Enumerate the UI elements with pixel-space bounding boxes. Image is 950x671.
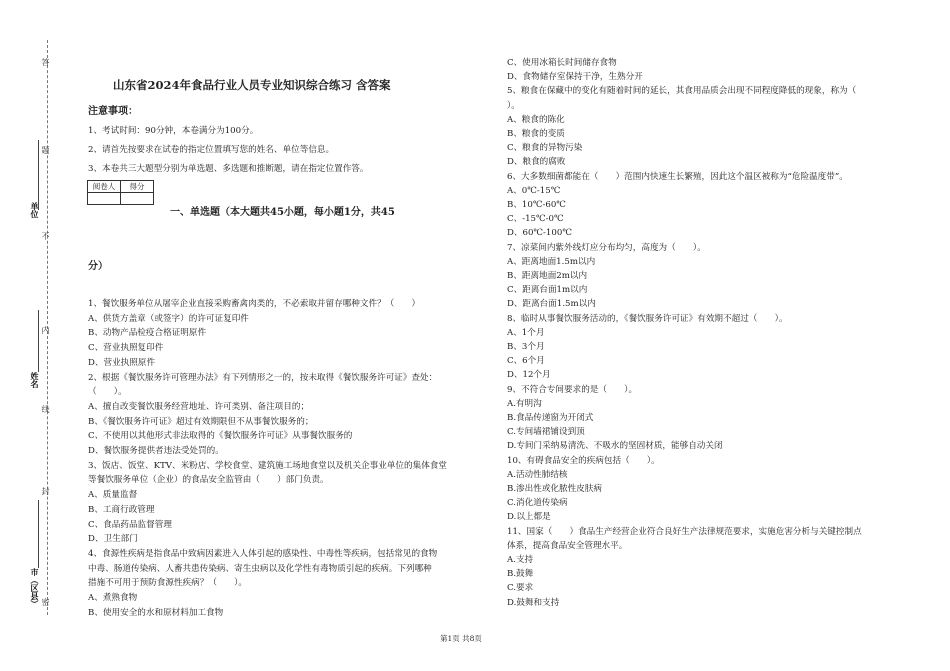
question-line: C、粮食的异物污染 (507, 143, 583, 154)
question-line: B、粮食的变质 (507, 129, 565, 139)
question-line: A、1个月 (507, 327, 545, 338)
question-line: 11、国家（ ）食品生产经营企业符合良好生产法律规范要求，实施危害分析与关键控制点 (507, 526, 862, 537)
question-line: 措施不可用于预防食源性疾病？（ ）。 (88, 578, 247, 589)
question-line: C、食品药品监督管理 (88, 519, 172, 530)
question-line: C.消化道传染病 (507, 498, 568, 509)
question-line: A、距离地面1.5m以内 (507, 256, 596, 267)
question-line: 7、凉菜间内紫外线灯应分布均匀，高度为（ ）。 (507, 242, 706, 253)
unit-label: 单位 (30, 202, 40, 218)
question-line: A.有明沟 (507, 398, 542, 409)
question-line: D、餐饮服务提供者违法受处罚的。 (88, 446, 224, 456)
unit-underline (38, 140, 39, 210)
question-line: D.专间门采纳易清洗、不吸水的坚固材质，能够自动关闭 (507, 441, 723, 452)
question-line: C.要求 (507, 583, 534, 594)
question-line: D.以上都是 (507, 512, 551, 523)
score-box (87, 180, 154, 205)
question-line: D、食物储存室保持干净，生熟分开 (507, 72, 643, 83)
question-line: D.鼓舞和支持 (507, 597, 560, 608)
question-line: B.食品传递窗为开闭式 (507, 413, 594, 423)
page-title: 山东省2024年食品行业人员专业知识综合练习 含答案 (113, 78, 391, 92)
question-line: 10、有碍食品安全的疾病包括（ ）。 (507, 455, 660, 466)
question-line: 4、食源性疾病是指食品中致病因素进入人体引起的感染性、中毒性等疾病，包括常见的食物 (88, 548, 438, 559)
question-line: C、使用冰箱长时间储存食物 (507, 58, 617, 68)
question-line: D、距离台面1.5m以内 (507, 299, 596, 310)
notice-item: 3、本卷共三大题型分别为单选题、多选题和推断题，请在指定位置作答。 (88, 164, 369, 174)
question-line: C、距离台面1m以内 (507, 285, 588, 296)
question-line: 等餐饮服务单位（企业）的食品安全监管由（ ）部门负责。 (88, 475, 329, 486)
question-line: C、-15℃-0℃ (507, 214, 564, 225)
question-line: B、3个月 (507, 342, 545, 352)
question-line: A、0℃-15℃ (507, 185, 561, 196)
question-line: B.鼓舞 (507, 569, 534, 580)
question-line: 9、不符合专间要求的是（ ）。 (507, 384, 638, 395)
question-line: A、供货方盖章（或签字）的许可证复印件 (88, 313, 249, 324)
question-line: 6、大多数细菌都能在（ ）范围内快速生长繁殖，因此这个温区被称为“危险温度带”。 (507, 171, 848, 182)
question-line: B、工商行政管理 (88, 504, 155, 515)
margin-char-ti: 题 (41, 146, 50, 154)
question-line: C、不使用以其他形式非法取得的《餐饮服务许可证》从事餐饮服务的 (88, 431, 353, 442)
question-line: A.活动性肺结核 (507, 469, 568, 480)
margin-char-bu: 不 (41, 232, 50, 240)
margin-char-da: 答 (41, 58, 50, 66)
question-line: D、营业执照原件 (88, 357, 156, 368)
question-line: 1、餐饮服务单位从屠宰企业直接采购畜禽肉类的，不必索取并留存哪种文件？（ ） (88, 299, 421, 309)
margin-char-nei: 内 (41, 326, 50, 334)
question-line: B、距离地面2m以内 (507, 271, 588, 281)
question-line: A、质量监督 (88, 490, 138, 501)
question-line: D、12个月 (507, 370, 551, 381)
question-line: B、使用安全的水和原材料加工食物 (88, 607, 224, 618)
name-label: 姓名 (30, 372, 40, 388)
question-line: A.支持 (507, 555, 534, 565)
question-line: 中毒、肠道传染病、人畜共患传染病、寄生虫病以及化学性有毒物质引起的疾病。下列哪种 (88, 563, 432, 574)
score-input-cell[interactable] (121, 193, 154, 205)
question-line: 2、根据《餐饮服务许可管理办法》有下列情形之一的，按未取得《餐饮服务许可证》查处： (88, 372, 438, 383)
question-line: 8、临时从事餐饮服务活动的，《餐饮服务许可证》有效期不超过（ ）。 (507, 313, 788, 324)
question-line: B、《餐饮服务许可证》超过有效期限但不从事餐饮服务的； (88, 416, 314, 427)
notice-item: 2、请首先按要求在试卷的指定位置填写您的姓名、单位等信息。 (88, 145, 335, 155)
question-line: B、10℃-60℃ (507, 200, 566, 210)
question-line: A、粮食的陈化 (507, 114, 565, 125)
reviewer-cell: 阅卷人 (88, 181, 121, 193)
question-line: B、动物产品检疫合格证明原件 (88, 328, 207, 339)
page-footer: 第1页 共8页 (440, 634, 482, 643)
score-cell: 得分 (121, 181, 154, 193)
question-line: A、煮熟食物 (88, 593, 138, 603)
question-line: D、粮食的腐败 (507, 157, 566, 168)
question-line: C.专间墙裙铺设到顶 (507, 427, 585, 438)
question-line: （ ）。 (88, 387, 127, 398)
question-line: D、卫生部门 (88, 534, 138, 545)
name-underline (38, 310, 39, 372)
notice-title: 注意事项： (88, 106, 138, 117)
question-line: 5、粮食在保藏中的变化有随着时间的延长，其食用品质会出现不同程度降低的现象，称为（ (507, 86, 857, 97)
margin-char-mi: 密 (41, 598, 50, 606)
question-line: C、6个月 (507, 356, 545, 367)
question-line: A、擅自改变餐饮服务经营地址、许可类别、备注项目的； (88, 401, 310, 412)
section-heading: 一、单选题（本大题共45小题，每小题1分，共45 (170, 207, 395, 218)
question-line: B.渗出性或化脓性皮肤病 (507, 484, 602, 494)
question-line: ）。 (507, 100, 520, 111)
district-label: 市（区县） (30, 568, 40, 608)
notice-item: 1、考试时间：90分钟，本卷满分为100分。 (88, 126, 259, 136)
question-line: C、营业执照复印件 (88, 343, 164, 354)
question-line: 体系，提高食品安全管理水平。 (507, 540, 628, 551)
margin-char-feng: 封 (41, 487, 50, 495)
district-underline (38, 500, 39, 568)
reviewer-input-cell[interactable] (88, 193, 121, 205)
question-line: 3、饭店、饭堂、KTV、米粉店、学校食堂、建筑施工场地食堂以及机关企事业单位的集体食堂 (88, 460, 447, 471)
question-line: D、60℃-100℃ (507, 228, 572, 239)
section-heading-cont: 分） (88, 261, 108, 272)
margin-char-xian: 线 (41, 405, 50, 413)
